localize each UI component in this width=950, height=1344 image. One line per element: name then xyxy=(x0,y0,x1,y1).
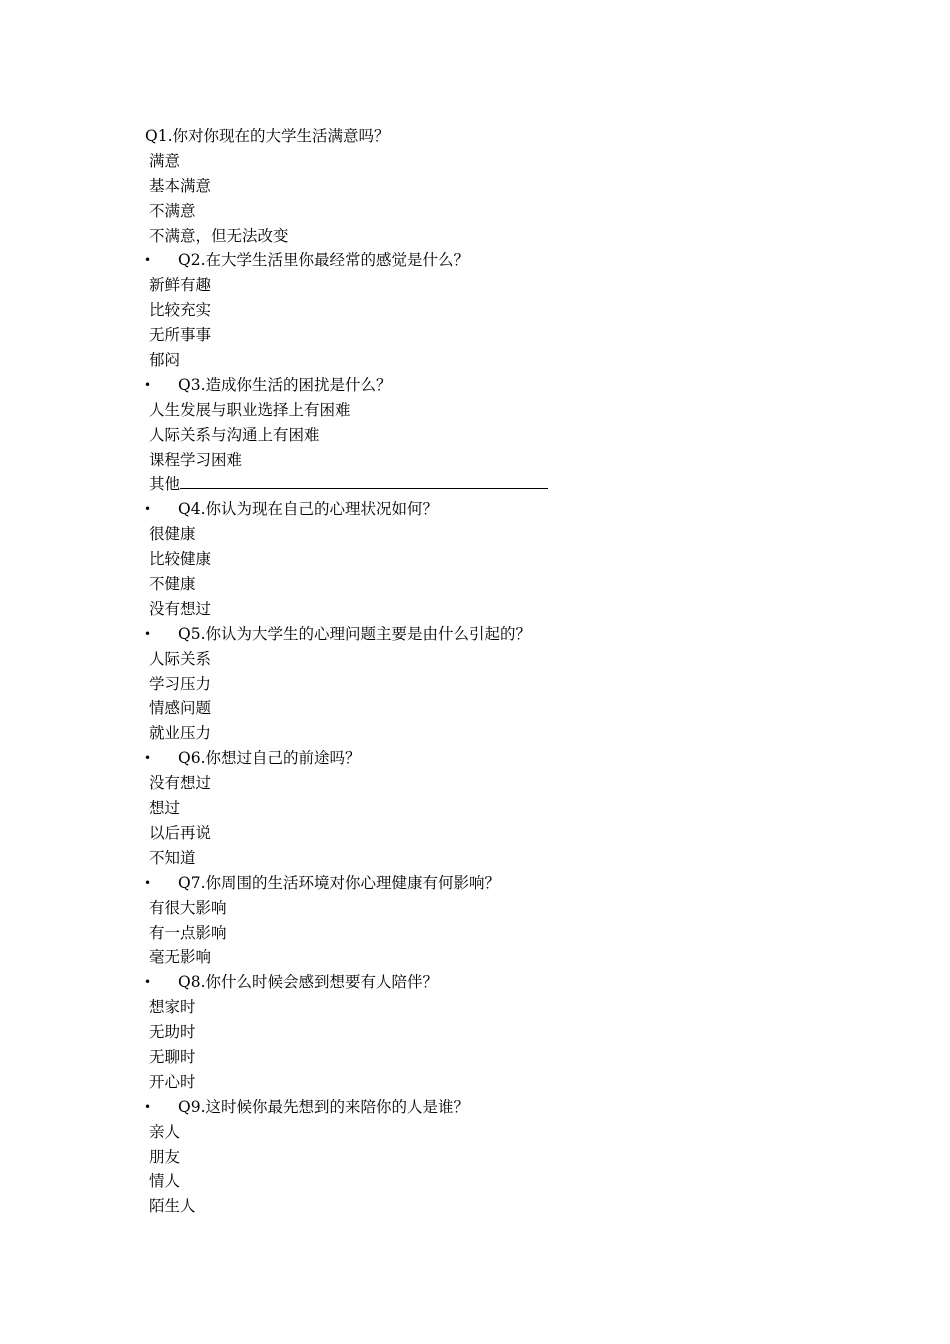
answer-option-label: 想家时 xyxy=(149,998,196,1017)
answer-option-label: 人际关系 xyxy=(149,649,212,668)
answer-option xyxy=(0,348,950,373)
question-2 xyxy=(0,248,950,273)
answer-option-label: 郁闷 xyxy=(149,351,181,370)
answer-option xyxy=(0,995,950,1020)
question-1 xyxy=(0,124,950,149)
answer-option xyxy=(0,547,950,572)
answer-option-label: 有很大影响 xyxy=(149,898,227,917)
answer-option-label: 比较健康 xyxy=(149,550,212,569)
answer-option xyxy=(0,721,950,746)
answer-option xyxy=(0,647,950,672)
answer-option xyxy=(0,771,950,796)
question-text: Q2.在大学生活里你最经常的感觉是什么？ xyxy=(178,251,469,270)
answer-option xyxy=(0,398,950,423)
answer-option-label: 不满意，但无法改变 xyxy=(149,226,289,245)
question-7 xyxy=(0,871,950,896)
answer-option-label: 陌生人 xyxy=(149,1197,196,1216)
answer-option xyxy=(0,323,950,348)
question-3 xyxy=(0,373,950,398)
answer-option-label: 就业压力 xyxy=(149,724,212,743)
answer-option-label: 新鲜有趣 xyxy=(149,276,212,295)
answer-option-label: 不满意 xyxy=(149,201,196,220)
answer-option xyxy=(0,921,950,946)
bullet-icon: • xyxy=(144,751,152,766)
answer-option xyxy=(0,273,950,298)
answer-option xyxy=(0,672,950,697)
answer-option xyxy=(0,1045,950,1070)
answer-option-label: 其他 xyxy=(149,475,181,494)
question-4 xyxy=(0,497,950,522)
question-text: Q3.造成你生活的困扰是什么？ xyxy=(178,375,392,394)
questionnaire-document xyxy=(0,124,950,1219)
question-text: Q9.这时候你最先想到的来陪你的人是谁？ xyxy=(178,1097,469,1116)
question-9 xyxy=(0,1095,950,1120)
bullet-icon: • xyxy=(144,502,152,517)
question-text: Q5.你认为大学生的心理问题主要是由什么引起的？ xyxy=(178,624,531,643)
answer-option xyxy=(0,796,950,821)
answer-option-label: 毫无影响 xyxy=(149,948,212,967)
answer-option xyxy=(0,174,950,199)
answer-option xyxy=(0,423,950,448)
bullet-icon: • xyxy=(144,626,152,641)
question-6 xyxy=(0,746,950,771)
answer-option-label: 学习压力 xyxy=(149,674,212,693)
answer-option xyxy=(0,1020,950,1045)
answer-option-label: 无助时 xyxy=(149,1023,196,1042)
question-5 xyxy=(0,622,950,647)
answer-option-label: 情人 xyxy=(149,1172,181,1191)
answer-option-label: 不知道 xyxy=(149,848,196,867)
answer-option-label: 无聊时 xyxy=(149,1047,196,1066)
answer-option-label: 基本满意 xyxy=(149,176,212,195)
bullet-icon: • xyxy=(144,253,152,268)
answer-option xyxy=(0,224,950,249)
bullet-icon: • xyxy=(144,377,152,392)
bullet-icon: • xyxy=(144,1099,152,1114)
answer-option xyxy=(0,1145,950,1170)
answer-option-label: 人际关系与沟通上有困难 xyxy=(149,425,320,444)
answer-option-label: 朋友 xyxy=(149,1147,181,1166)
answer-option xyxy=(0,572,950,597)
answer-option-label: 课程学习困难 xyxy=(149,450,243,469)
question-text: Q1.你对你现在的大学生活满意吗？ xyxy=(145,127,390,145)
answer-option xyxy=(0,298,950,323)
answer-option-label: 没有想过 xyxy=(149,774,212,793)
answer-option-label: 人生发展与职业选择上有困难 xyxy=(149,400,351,419)
answer-option xyxy=(0,1070,950,1095)
answer-option xyxy=(0,522,950,547)
answer-option xyxy=(0,448,950,473)
bullet-icon: • xyxy=(144,875,152,890)
answer-option xyxy=(0,896,950,921)
answer-option-label: 开心时 xyxy=(149,1072,196,1091)
answer-option xyxy=(0,1169,950,1194)
question-text: Q6.你想过自己的前途吗？ xyxy=(178,749,361,768)
answer-option xyxy=(0,472,950,497)
answer-option xyxy=(0,149,950,174)
answer-option-label: 想过 xyxy=(149,799,181,818)
answer-option-label: 比较充实 xyxy=(149,301,212,320)
question-text: Q7.你周围的生活环境对你心理健康有何影响？ xyxy=(178,873,500,892)
answer-option-label: 没有想过 xyxy=(149,599,212,618)
question-text: Q8.你什么时候会感到想要有人陪伴？ xyxy=(178,973,438,992)
answer-option xyxy=(0,945,950,970)
answer-option-label: 情感问题 xyxy=(149,699,212,718)
answer-option-label: 无所事事 xyxy=(149,326,212,345)
answer-option xyxy=(0,821,950,846)
question-8 xyxy=(0,970,950,995)
answer-option-label: 很健康 xyxy=(149,525,196,544)
answer-option xyxy=(0,1120,950,1145)
answer-option-label: 以后再说 xyxy=(149,823,212,842)
fill-in-blank-line xyxy=(180,472,548,489)
answer-option-label: 满意 xyxy=(149,151,181,170)
bullet-icon: • xyxy=(144,975,152,990)
answer-option-label: 亲人 xyxy=(149,1122,181,1141)
answer-option xyxy=(0,696,950,721)
question-text: Q4.你认为现在自己的心理状况如何？ xyxy=(178,500,438,519)
answer-option xyxy=(0,1194,950,1219)
answer-option xyxy=(0,846,950,871)
answer-option xyxy=(0,199,950,224)
answer-option xyxy=(0,597,950,622)
answer-option-label: 有一点影响 xyxy=(149,923,227,942)
answer-option-label: 不健康 xyxy=(149,575,196,594)
